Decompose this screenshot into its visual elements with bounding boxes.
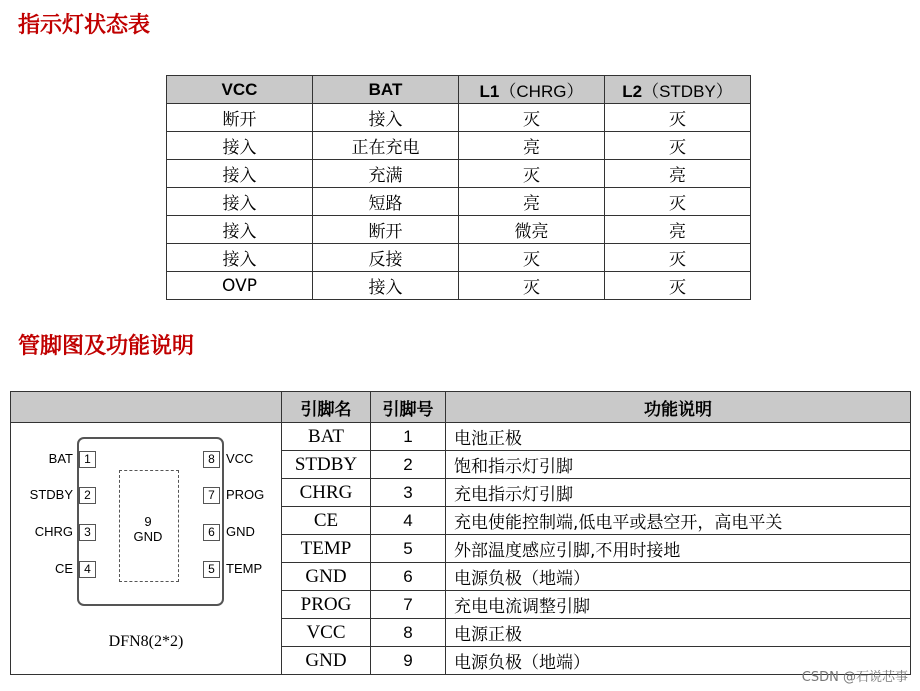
status-cell: OVP	[167, 272, 313, 300]
exposed-pad-label	[119, 514, 177, 544]
status-cell: 灭	[459, 104, 605, 132]
status-row	[167, 244, 751, 272]
pad-name: GND	[133, 529, 163, 544]
status-cell: 短路	[313, 188, 459, 216]
status-cell: 灭	[459, 160, 605, 188]
status-row	[167, 160, 751, 188]
status-table-title: 指示灯状态表	[18, 13, 151, 38]
package-caption: DFN8(2*2)	[108, 633, 184, 650]
status-cell: 充满	[313, 160, 459, 188]
status-cell: 正在充电	[313, 132, 459, 160]
pin-name-cell: GND	[282, 563, 371, 591]
pin-label-left: STDBY	[29, 487, 73, 502]
status-cell: 亮	[459, 188, 605, 216]
pin-table-body	[11, 423, 911, 675]
pin-function-cell: 电源负极（地端）	[446, 647, 911, 675]
status-cell: 接入	[313, 104, 459, 132]
package-body	[77, 437, 224, 606]
pin-box-left: 4	[79, 561, 96, 578]
status-cell: 亮	[459, 132, 605, 160]
status-row	[167, 132, 751, 160]
pin-box-right: 8	[203, 451, 220, 468]
status-cell: 灭	[605, 244, 751, 272]
pin-function-cell: 充电电流调整引脚	[446, 591, 911, 619]
pin-number-cell: 4	[371, 507, 446, 535]
header-pin-name: 引脚名	[282, 392, 371, 423]
pin-box-right: 5	[203, 561, 220, 578]
status-cell: 接入	[167, 244, 313, 272]
status-cell: 亮	[605, 216, 751, 244]
status-cell: 微亮	[459, 216, 605, 244]
pin-label-right: VCC	[226, 451, 254, 466]
pin-box-left: 1	[79, 451, 96, 468]
pin-function-cell: 电池正极	[446, 423, 911, 451]
pin-function-cell: 电源负极（地端）	[446, 563, 911, 591]
pin-label-right: PROG	[226, 487, 265, 502]
status-cell: 灭	[605, 188, 751, 216]
pin-function-cell: 饱和指示灯引脚	[446, 451, 911, 479]
pin-box-right: 7	[203, 487, 220, 504]
pin-number-cell: 5	[371, 535, 446, 563]
status-table-header-row	[167, 76, 751, 104]
pin-name-cell: CE	[282, 507, 371, 535]
pin-function-table	[10, 391, 911, 675]
header-function: 功能说明	[446, 392, 911, 423]
pin-box-right: 6	[203, 524, 220, 541]
header-vcc: VCC	[167, 76, 313, 104]
status-cell: 亮	[605, 160, 751, 188]
status-table-body	[167, 104, 751, 300]
pin-number-cell: 8	[371, 619, 446, 647]
header-l1	[459, 76, 605, 104]
header-bat: BAT	[313, 76, 459, 104]
pin-number-cell: 1	[371, 423, 446, 451]
pin-function-cell: 充电使能控制端,低电平或悬空开，高电平关	[446, 507, 911, 535]
header-l2-sub: （STDBY）	[642, 82, 733, 101]
header-l2	[605, 76, 751, 104]
pin-name-cell: TEMP	[282, 535, 371, 563]
status-row	[167, 188, 751, 216]
package-diagram-cell	[11, 423, 282, 675]
pin-label-right: TEMP	[226, 561, 263, 576]
pin-box-left: 3	[79, 524, 96, 541]
pin-section-title: 管脚图及功能说明	[18, 334, 195, 359]
pin-name-cell: STDBY	[282, 451, 371, 479]
pin-number-cell: 3	[371, 479, 446, 507]
pin-table-header-row	[11, 392, 911, 423]
status-row	[167, 272, 751, 300]
header-l1-sub: （CHRG）	[499, 82, 584, 101]
status-row	[167, 216, 751, 244]
pin-number-cell: 7	[371, 591, 446, 619]
status-cell: 断开	[313, 216, 459, 244]
status-cell: 接入	[313, 272, 459, 300]
dfn8-package-diagram	[11, 423, 281, 678]
pin-table-blank-header	[11, 392, 282, 423]
pin-name-cell: CHRG	[282, 479, 371, 507]
status-cell: 反接	[313, 244, 459, 272]
header-l2-label: L2	[622, 82, 643, 101]
pin-number-cell: 9	[371, 647, 446, 675]
pin-label-left: CE	[54, 561, 73, 576]
pin-function-cell: 充电指示灯引脚	[446, 479, 911, 507]
status-cell: 断开	[167, 104, 313, 132]
watermark: CSDN @石说芯事	[801, 670, 908, 685]
pin-label-right: GND	[226, 524, 255, 539]
pin-name-cell: VCC	[282, 619, 371, 647]
status-cell: 接入	[167, 216, 313, 244]
header-l1-label: L1	[479, 82, 500, 101]
status-cell: 接入	[167, 160, 313, 188]
status-cell: 灭	[605, 272, 751, 300]
status-row	[167, 104, 751, 132]
pin-name-cell: BAT	[282, 423, 371, 451]
pin-number-cell: 6	[371, 563, 446, 591]
status-cell: 灭	[605, 104, 751, 132]
pin-function-cell: 外部温度感应引脚,不用时接地	[446, 535, 911, 563]
pin-label-left: CHRG	[34, 524, 73, 539]
pin-label-left: BAT	[48, 451, 73, 466]
pin-row	[11, 423, 911, 451]
pin-name-cell: PROG	[282, 591, 371, 619]
pin-function-cell: 电源正极	[446, 619, 911, 647]
status-cell: 接入	[167, 188, 313, 216]
status-cell: 灭	[605, 132, 751, 160]
header-pin-number: 引脚号	[371, 392, 446, 423]
pad-number: 9	[144, 514, 152, 529]
indicator-status-table	[166, 75, 751, 300]
pin-number-cell: 2	[371, 451, 446, 479]
status-cell: 灭	[459, 272, 605, 300]
pin-name-cell: GND	[282, 647, 371, 675]
status-cell: 接入	[167, 132, 313, 160]
status-cell: 灭	[459, 244, 605, 272]
pin-box-left: 2	[79, 487, 96, 504]
